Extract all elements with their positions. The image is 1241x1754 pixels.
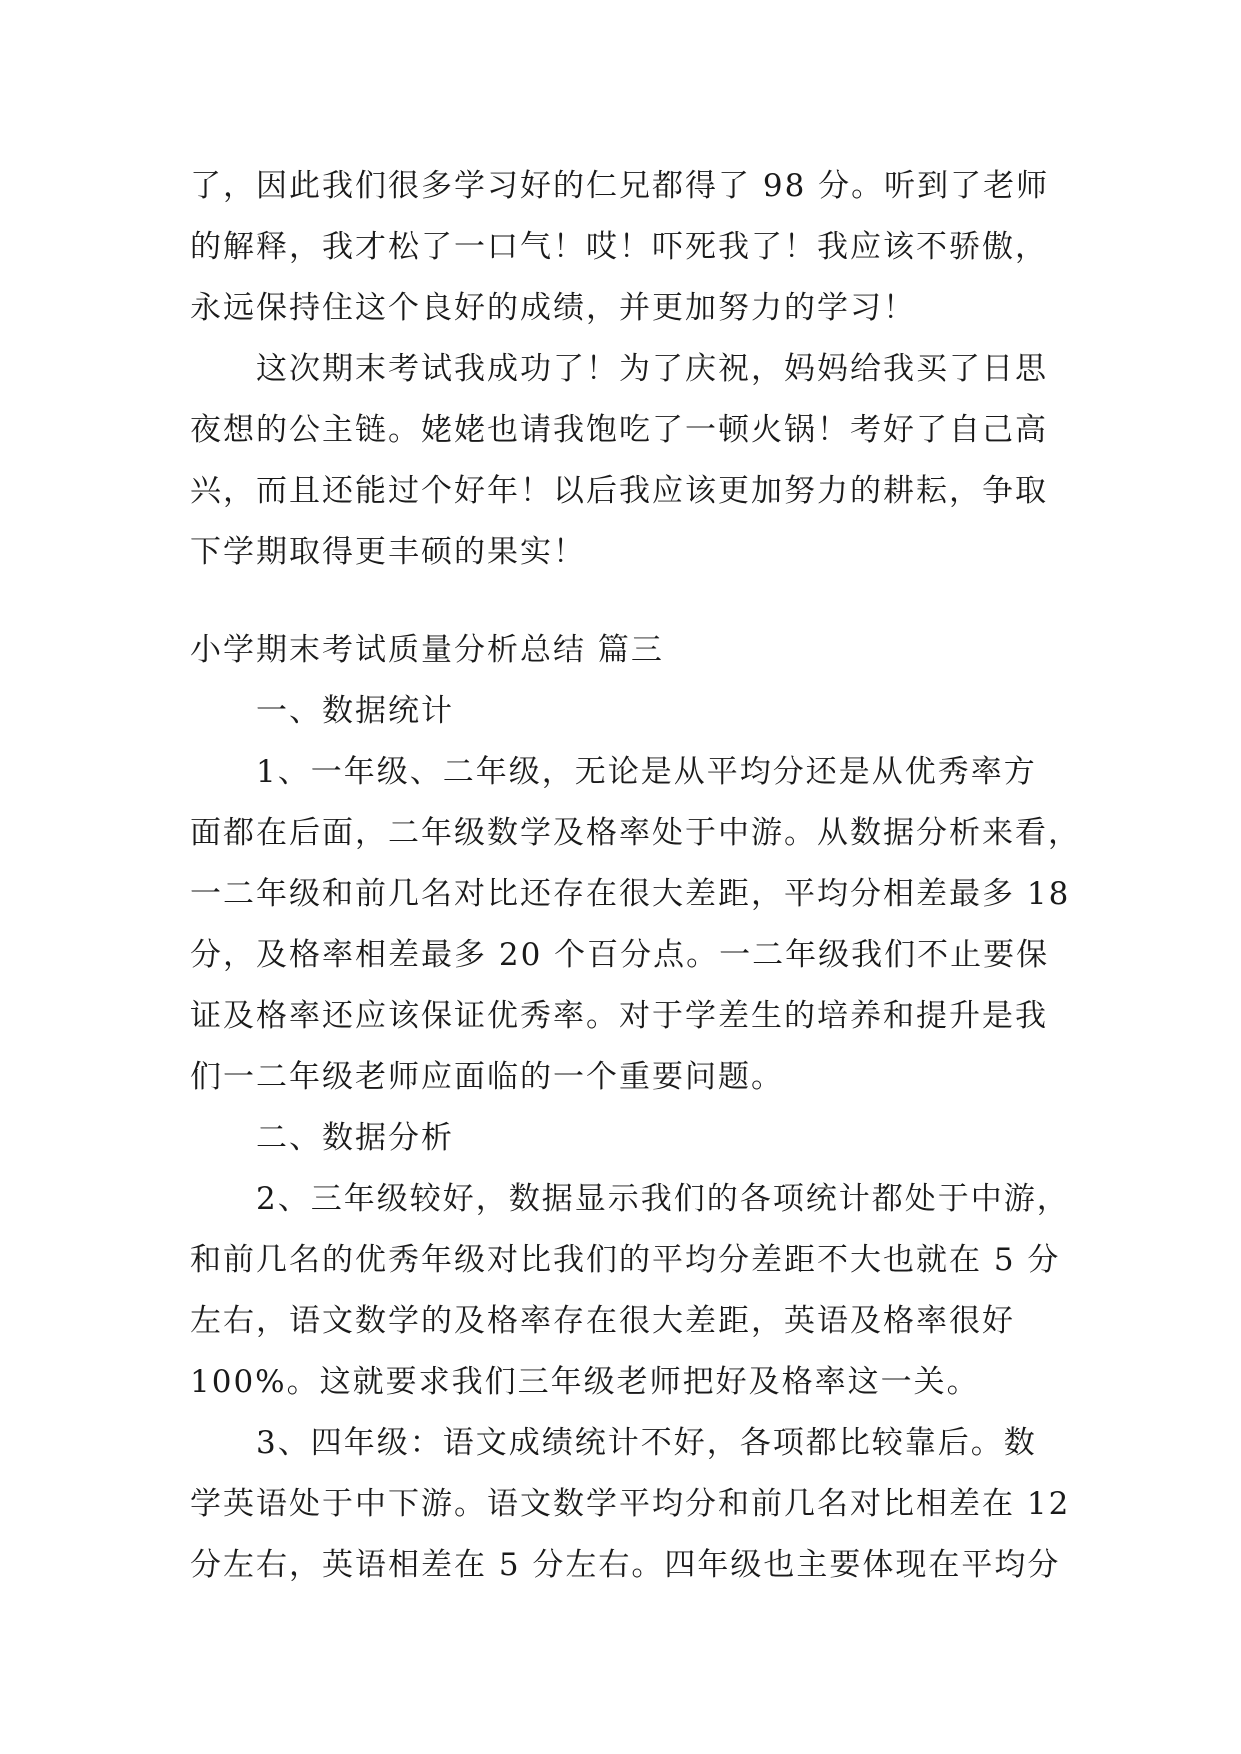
text-line: 和前几名的优秀年级对比我们的平均分差距不大也就在 5 分 — [190, 1242, 1061, 1278]
subheading: 二、数据分析 — [256, 1120, 454, 1156]
text-line: 证及格率还应该保证优秀率。对于学差生的培养和提升是我 — [190, 998, 1048, 1034]
text-line: 左右，语文数学的及格率存在很大差距，英语及格率很好 — [190, 1303, 1015, 1339]
text-line: 分，及格率相差最多 20 个百分点。一二年级我们不止要保 — [190, 937, 1050, 973]
text-line: 这次期末考试我成功了！为了庆祝，妈妈给我买了日思 — [256, 351, 1048, 387]
text-line: 夜想的公主链。姥姥也请我饱吃了一顿火锅！考好了自己高 — [190, 412, 1048, 448]
text-line: 2、三年级较好，数据显示我们的各项统计都处于中游， — [256, 1181, 1070, 1217]
section-heading: 小学期末考试质量分析总结 篇三 — [190, 632, 664, 668]
subheading: 一、数据统计 — [256, 693, 454, 729]
text-line: 永远保持住这个良好的成绩，并更加努力的学习！ — [190, 290, 916, 326]
text-line: 一二年级和前几名对比还存在很大差距，平均分相差最多 18 — [190, 876, 1071, 912]
text-line: 100%。这就要求我们三年级老师把好及格率这一关。 — [190, 1364, 980, 1400]
text-line: 面都在后面，二年级数学及格率处于中游。从数据分析来看， — [190, 815, 1081, 851]
text-line: 的解释，我才松了一口气！哎！吓死我了！我应该不骄傲， — [190, 229, 1048, 265]
text-line: 3、四年级：语文成绩统计不好，各项都比较靠后。数 — [256, 1425, 1037, 1461]
text-line: 兴，而且还能过个好年！以后我应该更加努力的耕耘，争取 — [190, 473, 1048, 509]
text-line: 1、一年级、二年级，无论是从平均分还是从优秀率方 — [256, 754, 1037, 790]
text-line: 分左右，英语相差在 5 分左右。四年级也主要体现在平均分 — [190, 1547, 1061, 1583]
text-line: 学英语处于中下游。语文数学平均分和前几名对比相差在 12 — [190, 1486, 1071, 1522]
text-line: 们一二年级老师应面临的一个重要问题。 — [190, 1059, 784, 1095]
text-line: 下学期取得更丰硕的果实！ — [190, 534, 586, 570]
text-line: 了，因此我们很多学习好的仁兄都得了 98 分。听到了老师 — [190, 168, 1050, 204]
